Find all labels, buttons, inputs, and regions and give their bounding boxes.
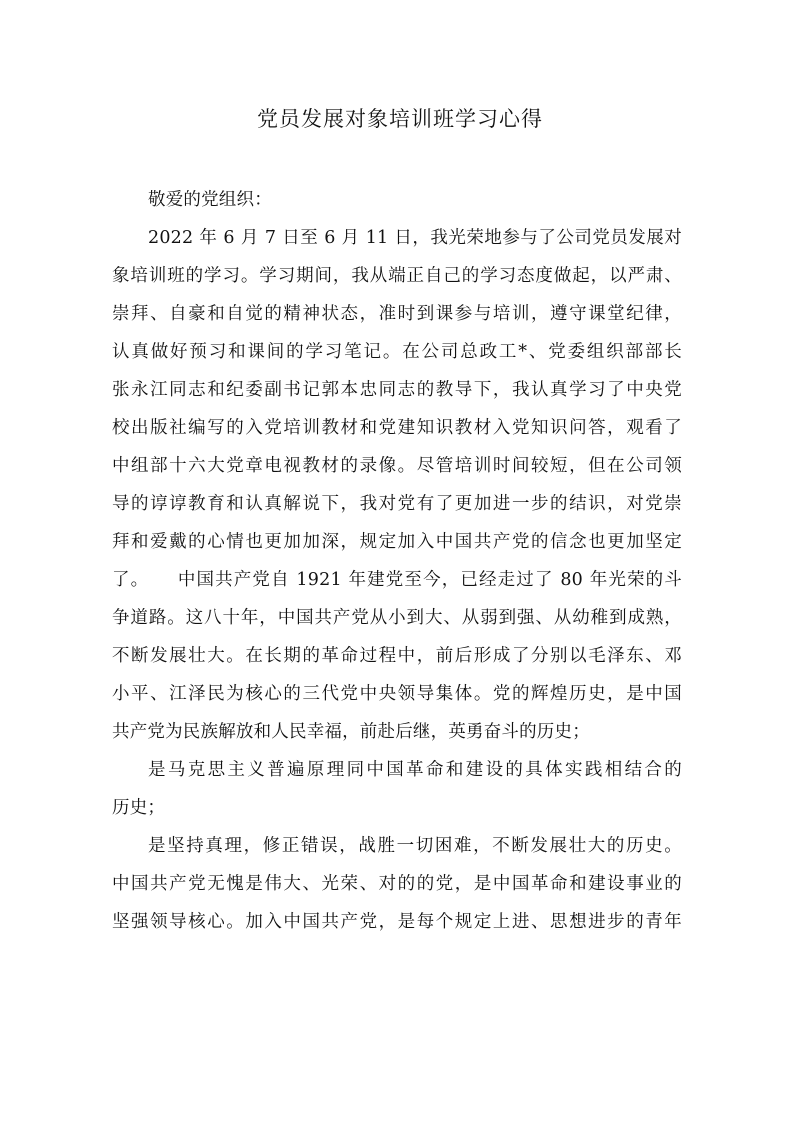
text-line: 象培训班的学习。学习期间，我从端正自己的学习态度做起，以严肃、 (112, 266, 682, 286)
text-line: 拜和爱戴的心情也更加加深，规定加入中国共产党的信念也更加坚定 (112, 532, 682, 552)
text-line: 不断发展壮大。在长期的革命过程中，前后形成了分别以毛泽东、邓 (112, 646, 682, 666)
text-line: 认真做好预习和课间的学习笔记。在公司总政工*、党委组织部部长 (112, 342, 682, 362)
text-line: 2022 年 6 月 7 日至 6 月 11 日，我光荣地参与了公司党员发展对 (148, 228, 682, 248)
text-line: 导的谆谆教育和认真解说下，我对党有了更加进一步的结识，对党崇 (112, 494, 682, 514)
text-line: 历史； (112, 798, 166, 818)
text-line: 了。 中国共产党自 1921 年建党至今，已经走过了 80 年光荣的斗 (112, 570, 682, 590)
text-line: 争道路。这八十年，中国共产党从小到大、从弱到强、从幼稚到成熟， (112, 608, 682, 628)
text-line: 中组部十六大党章电视教材的录像。尽管培训时间较短，但在公司领 (112, 456, 682, 476)
document-body (112, 181, 682, 941)
document-title: 党员发展对象培训班学习心得 (257, 107, 543, 131)
text-line: 坚强领导核心。加入中国共产党，是每个规定上进、思想进步的青年 (112, 912, 682, 932)
text-line: 中国共产党无愧是伟大、光荣、对的的党，是中国革命和建设事业的 (112, 874, 682, 894)
text-line: 张永江同志和纪委副书记郭本忠同志的教导下，我认真学习了中央党 (112, 380, 682, 400)
text-line: 校出版社编写的入党培训教材和党建知识教材入党知识问答，观看了 (112, 418, 682, 438)
text-line: 是马克思主义普遍原理同中国革命和建设的具体实践相结合的 (148, 760, 682, 780)
text-line: 共产党为民族解放和人民幸福，前赴后继，英勇奋斗的历史； (112, 722, 590, 742)
text-line: 是坚持真理，修正错误，战胜一切困难，不断发展壮大的历史。 (148, 836, 682, 856)
text-line: 敬爱的党组织： (148, 190, 272, 210)
text-line: 崇拜、自豪和自觉的精神状态，准时到课参与培训，遵守课堂纪律， (112, 304, 682, 324)
text-line: 小平、江泽民为核心的三代党中央领导集体。党的辉煌历史，是中国 (112, 684, 682, 704)
